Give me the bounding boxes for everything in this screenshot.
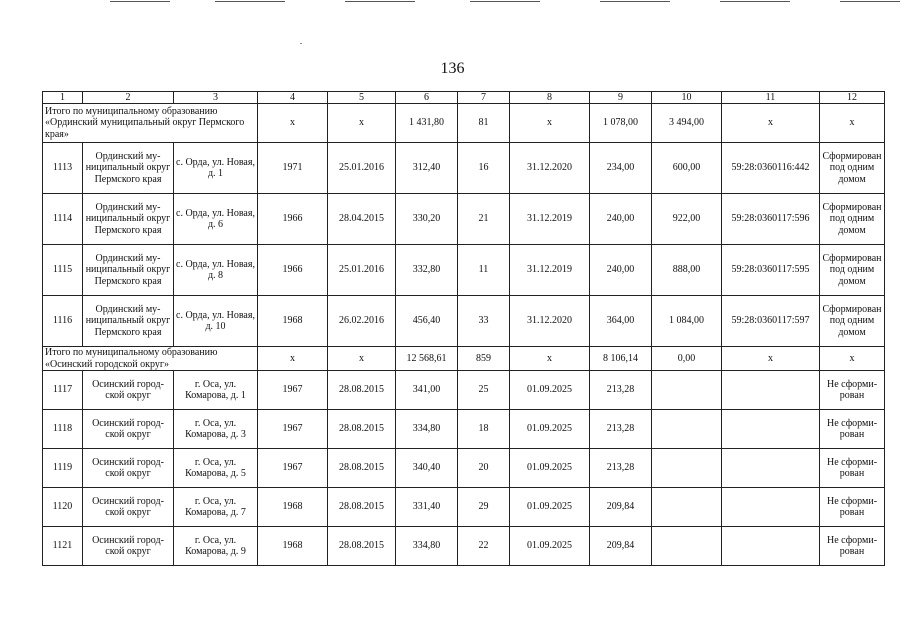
table-cell: 1121 xyxy=(43,527,83,566)
table-cell: 922,00 xyxy=(652,194,722,245)
table-cell: 213,28 xyxy=(590,410,652,449)
summary-value: х xyxy=(820,347,885,371)
table-cell: г. Оса, ул. Комарова, д. 5 xyxy=(174,449,258,488)
table-cell: Осинский город-ской округ xyxy=(83,410,174,449)
table-cell: 1120 xyxy=(43,488,83,527)
col-number: 2 xyxy=(83,92,174,104)
table-cell: 1967 xyxy=(258,371,328,410)
table-cell: 1115 xyxy=(43,245,83,296)
table-cell xyxy=(722,371,820,410)
table-cell: 600,00 xyxy=(652,143,722,194)
table-cell: 31.12.2019 xyxy=(510,245,590,296)
table-cell xyxy=(722,449,820,488)
summary-value: 81 xyxy=(458,104,510,143)
table-cell: 209,84 xyxy=(590,527,652,566)
table-cell xyxy=(652,371,722,410)
table-cell: 340,40 xyxy=(396,449,458,488)
table-row xyxy=(43,410,885,449)
scan-speck xyxy=(300,43,302,44)
table-row xyxy=(43,449,885,488)
summary-value: х xyxy=(722,347,820,371)
col-number: 3 xyxy=(174,92,258,104)
table-cell: 331,40 xyxy=(396,488,458,527)
table-cell: 1 084,00 xyxy=(652,296,722,347)
table-cell: 240,00 xyxy=(590,194,652,245)
table-cell: 28.08.2015 xyxy=(328,410,396,449)
table-cell: 18 xyxy=(458,410,510,449)
table-cell: 240,00 xyxy=(590,245,652,296)
table-cell: Не сформи-рован xyxy=(820,488,885,527)
table-cell: 1968 xyxy=(258,488,328,527)
table-cell: 31.12.2019 xyxy=(510,194,590,245)
summary-value: 1 078,00 xyxy=(590,104,652,143)
table-cell: 25 xyxy=(458,371,510,410)
col-number: 5 xyxy=(328,92,396,104)
table-cell: с. Орда, ул. Новая, д. 10 xyxy=(174,296,258,347)
table-cell: г. Оса, ул. Комарова, д. 3 xyxy=(174,410,258,449)
table-cell: 1971 xyxy=(258,143,328,194)
table-cell: 209,84 xyxy=(590,488,652,527)
table-cell: 364,00 xyxy=(590,296,652,347)
page-number: 136 xyxy=(440,60,465,77)
table-row xyxy=(43,527,885,566)
table-cell: г. Оса, ул. Комарова, д. 9 xyxy=(174,527,258,566)
table-cell: 213,28 xyxy=(590,371,652,410)
table-cell: 25.01.2016 xyxy=(328,143,396,194)
table-cell: 01.09.2025 xyxy=(510,410,590,449)
col-number: 7 xyxy=(458,92,510,104)
summary-value: х xyxy=(258,104,328,143)
table-cell: 28.08.2015 xyxy=(328,488,396,527)
table-cell: 59:28:0360117:597 xyxy=(722,296,820,347)
col-number: 12 xyxy=(820,92,885,104)
table-cell: 59:28:0360117:596 xyxy=(722,194,820,245)
table-cell: 26.02.2016 xyxy=(328,296,396,347)
summary-value: х xyxy=(722,104,820,143)
table-row xyxy=(43,143,885,194)
summary-value: х xyxy=(258,347,328,371)
summary-row xyxy=(43,347,885,371)
summary-value: 859 xyxy=(458,347,510,371)
table-cell: 11 xyxy=(458,245,510,296)
column-number-row xyxy=(43,92,885,104)
table-cell xyxy=(652,410,722,449)
table-row xyxy=(43,194,885,245)
table-cell xyxy=(722,488,820,527)
table-cell: 456,40 xyxy=(396,296,458,347)
table-cell xyxy=(652,488,722,527)
table-cell: 1967 xyxy=(258,449,328,488)
table-cell: 334,80 xyxy=(396,527,458,566)
table-cell: 1116 xyxy=(43,296,83,347)
table-cell: Осинский город-ской округ xyxy=(83,488,174,527)
table-row xyxy=(43,245,885,296)
summary-value: 12 568,61 xyxy=(396,347,458,371)
table-cell: 1966 xyxy=(258,245,328,296)
table-cell: г. Оса, ул. Комарова, д. 7 xyxy=(174,488,258,527)
table-cell: 1966 xyxy=(258,194,328,245)
table-cell: Осинский город-ской округ xyxy=(83,527,174,566)
table-row xyxy=(43,488,885,527)
table-row xyxy=(43,371,885,410)
table-cell: Сформирован под одним домом xyxy=(820,143,885,194)
summary-value: 1 431,80 xyxy=(396,104,458,143)
table-cell: 1968 xyxy=(258,296,328,347)
col-number: 1 xyxy=(43,92,83,104)
col-number: 11 xyxy=(722,92,820,104)
summary-row xyxy=(43,104,885,143)
table-cell: Сформирован под одним домом xyxy=(820,296,885,347)
table-cell xyxy=(652,449,722,488)
table-cell: Осинский город-ской округ xyxy=(83,449,174,488)
table-cell: 1968 xyxy=(258,527,328,566)
summary-value: х xyxy=(510,347,590,371)
table-cell: Ординский му-ниципальный округ Пермского края xyxy=(83,296,174,347)
table-cell: 28.04.2015 xyxy=(328,194,396,245)
table-cell: 25.01.2016 xyxy=(328,245,396,296)
col-number: 6 xyxy=(396,92,458,104)
table-cell: 1119 xyxy=(43,449,83,488)
table-cell: 33 xyxy=(458,296,510,347)
table-cell xyxy=(652,527,722,566)
table-cell: 888,00 xyxy=(652,245,722,296)
table-cell: с. Орда, ул. Новая, д. 8 xyxy=(174,245,258,296)
table-cell: Не сформи-рован xyxy=(820,449,885,488)
table-cell: 22 xyxy=(458,527,510,566)
table-cell: 1967 xyxy=(258,410,328,449)
table-cell: 01.09.2025 xyxy=(510,371,590,410)
col-number: 9 xyxy=(590,92,652,104)
table-cell: 330,20 xyxy=(396,194,458,245)
table-cell: 28.08.2015 xyxy=(328,449,396,488)
summary-value: 3 494,00 xyxy=(652,104,722,143)
summary-label: Итого по муниципальному образованию «Осинский городской округ» xyxy=(43,347,258,371)
table-cell: 1113 xyxy=(43,143,83,194)
table-cell: 31.12.2020 xyxy=(510,143,590,194)
table-cell: 334,80 xyxy=(396,410,458,449)
summary-value: х xyxy=(328,347,396,371)
table-cell: 1118 xyxy=(43,410,83,449)
table-cell: 20 xyxy=(458,449,510,488)
table-cell: 59:28:0360117:595 xyxy=(722,245,820,296)
table-cell: с. Орда, ул. Новая, д. 1 xyxy=(174,143,258,194)
col-number: 8 xyxy=(510,92,590,104)
table-cell: 01.09.2025 xyxy=(510,527,590,566)
summary-label: Итого по муниципальному образованию «Ординский муниципальный округ Пермского края» xyxy=(43,104,258,143)
table-cell: г. Оса, ул. Комарова, д. 1 xyxy=(174,371,258,410)
table-cell: 234,00 xyxy=(590,143,652,194)
table-cell: Ординский му-ниципальный округ Пермского края xyxy=(83,245,174,296)
table-cell: Не сформи-рован xyxy=(820,527,885,566)
table-cell: 332,80 xyxy=(396,245,458,296)
table-cell: 28.08.2015 xyxy=(328,371,396,410)
table-cell: 1117 xyxy=(43,371,83,410)
table-cell: Сформирован под одним домом xyxy=(820,194,885,245)
table-cell: Ординский му-ниципальный округ Пермского края xyxy=(83,194,174,245)
table-cell: 01.09.2025 xyxy=(510,449,590,488)
table-cell: 16 xyxy=(458,143,510,194)
table-cell: 29 xyxy=(458,488,510,527)
table-cell: 21 xyxy=(458,194,510,245)
table-cell: 28.08.2015 xyxy=(328,527,396,566)
table-cell: с. Орда, ул. Новая, д. 6 xyxy=(174,194,258,245)
table-cell: Осинский город-ской округ xyxy=(83,371,174,410)
table-cell: 1114 xyxy=(43,194,83,245)
table-cell: 312,40 xyxy=(396,143,458,194)
summary-value: 0,00 xyxy=(652,347,722,371)
table-cell: 341,00 xyxy=(396,371,458,410)
col-number: 10 xyxy=(652,92,722,104)
summary-value: х xyxy=(820,104,885,143)
table-cell: Не сформи-рован xyxy=(820,410,885,449)
table-cell: Сформирован под одним домом xyxy=(820,245,885,296)
table-row xyxy=(43,296,885,347)
scan-edge-marks xyxy=(0,0,905,6)
table-cell: 01.09.2025 xyxy=(510,488,590,527)
summary-value: х xyxy=(510,104,590,143)
housing-register-table xyxy=(42,91,885,566)
col-number: 4 xyxy=(258,92,328,104)
table-cell xyxy=(722,527,820,566)
summary-value: х xyxy=(328,104,396,143)
table-cell: 59:28:0360116:442 xyxy=(722,143,820,194)
table-cell: 213,28 xyxy=(590,449,652,488)
summary-value: 8 106,14 xyxy=(590,347,652,371)
table-cell: Ординский му-ниципальный округ Пермского края xyxy=(83,143,174,194)
table-cell xyxy=(722,410,820,449)
table-cell: Не сформи-рован xyxy=(820,371,885,410)
table-cell: 31.12.2020 xyxy=(510,296,590,347)
